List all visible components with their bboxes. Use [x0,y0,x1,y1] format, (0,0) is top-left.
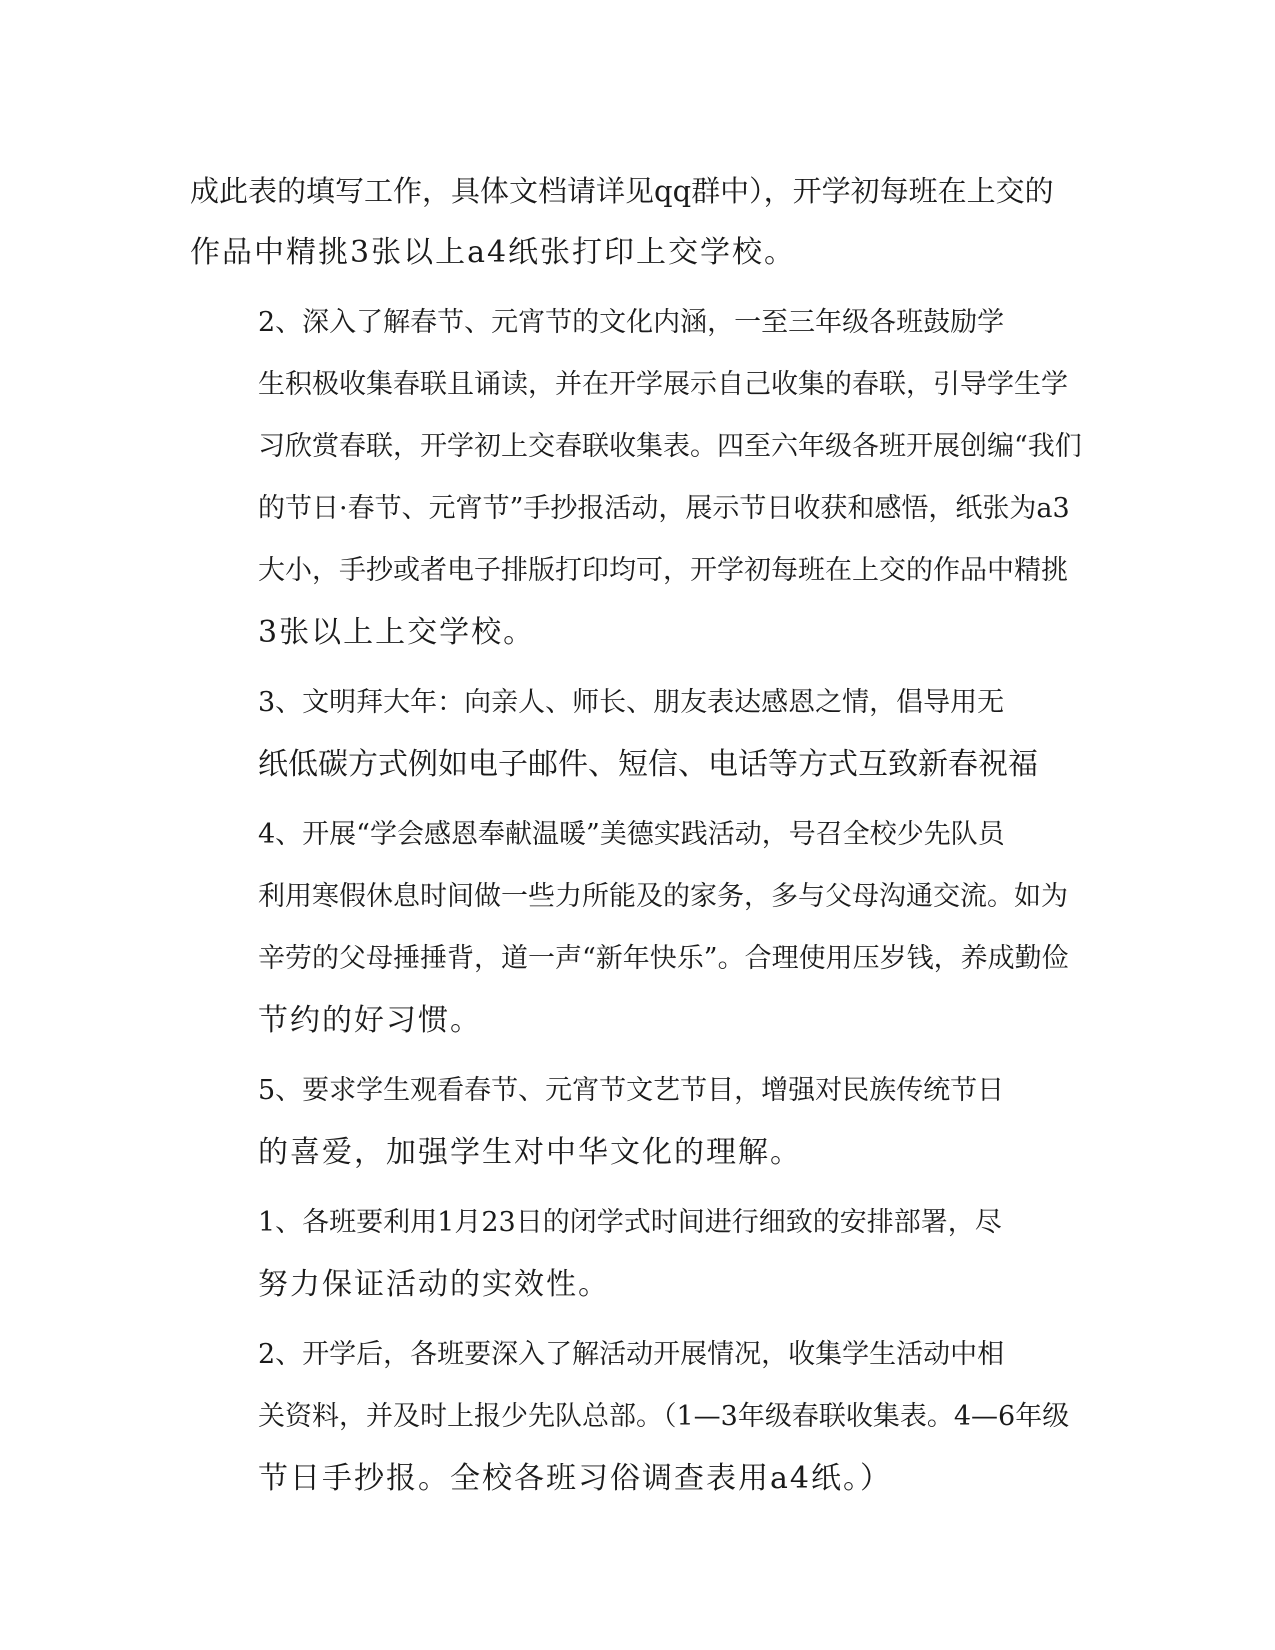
text-line: 2、深入了解春节、元宵节的文化内涵，一至三年级各班鼓励学 [258,307,1005,338]
text-line: 生积极收集春联且诵读，并在开学展示自己收集的春联，引导学生学 [258,369,1068,400]
text-line: 3、文明拜大年：向亲人、师长、朋友表达感恩之情，倡导用无 [258,687,1005,718]
paragraph [190,1192,1080,1316]
paragraph [190,292,1080,664]
paragraph [190,160,1080,284]
paragraph-gap [190,1316,1080,1324]
text-line: 利用寒假休息时间做一些力所能及的家务，多与父母沟通交流。如为 [258,881,1068,912]
text-line: 习欣赏春联，开学初上交春联收集表。四至六年级各班开展创编“我们 [258,431,1082,462]
text-line: 努力保证活动的实效性。 [258,1267,610,1302]
paragraph [190,672,1080,796]
text-line: 纸低碳方式例如电子邮件、短信、电话等方式互致新春祝福 [258,747,1038,782]
paragraph-gap [190,1184,1080,1192]
paragraph-gap [190,796,1080,804]
paragraph [190,1060,1080,1184]
paragraph-gap [190,664,1080,672]
text-line: 4、开展“学会感恩奉献温暖”美德实践活动，号召全校少先队员 [258,819,1005,850]
paragraph [190,804,1080,1052]
text-line: 的喜爱，加强学生对中华文化的理解。 [258,1135,802,1170]
paragraph-gap [190,1052,1080,1060]
text-line: 5、要求学生观看春节、元宵节文艺节目，增强对民族传统节日 [258,1075,1005,1106]
paragraph [190,1324,1080,1510]
text-line: 1、各班要利用1月23日的闭学式时间进行细致的安排部署，尽 [258,1207,1002,1238]
text-line: 辛劳的父母捶捶背，道一声“新年快乐”。合理使用压岁钱，养成勤俭 [258,943,1069,974]
text-line: 的节日·春节、元宵节”手抄报活动，展示节日收获和感悟，纸张为a3 [258,493,1070,524]
text-line: 节约的好习惯。 [258,1003,482,1038]
text-line: 大小，手抄或者电子排版打印均可，开学初每班在上交的作品中精挑 [258,555,1068,586]
text-line: 成此表的填写工作，具体文档请详见qq群中），开学初每班在上交的 [190,174,1054,208]
paragraph-gap [190,284,1080,292]
text-line: 2、开学后，各班要深入了解活动开展情况，收集学生活动中相 [258,1339,1005,1370]
text-line: 关资料，并及时上报少先队总部。（1—3年级春联收集表。4—6年级 [258,1401,1070,1432]
text-line: 作品中精挑3张以上a4纸张打印上交学校。 [190,235,797,270]
text-line: 3张以上上交学校。 [258,615,536,650]
text-line: 节日手抄报。全校各班习俗调查表用a4纸。） [258,1461,892,1496]
document-body [190,160,1080,1510]
